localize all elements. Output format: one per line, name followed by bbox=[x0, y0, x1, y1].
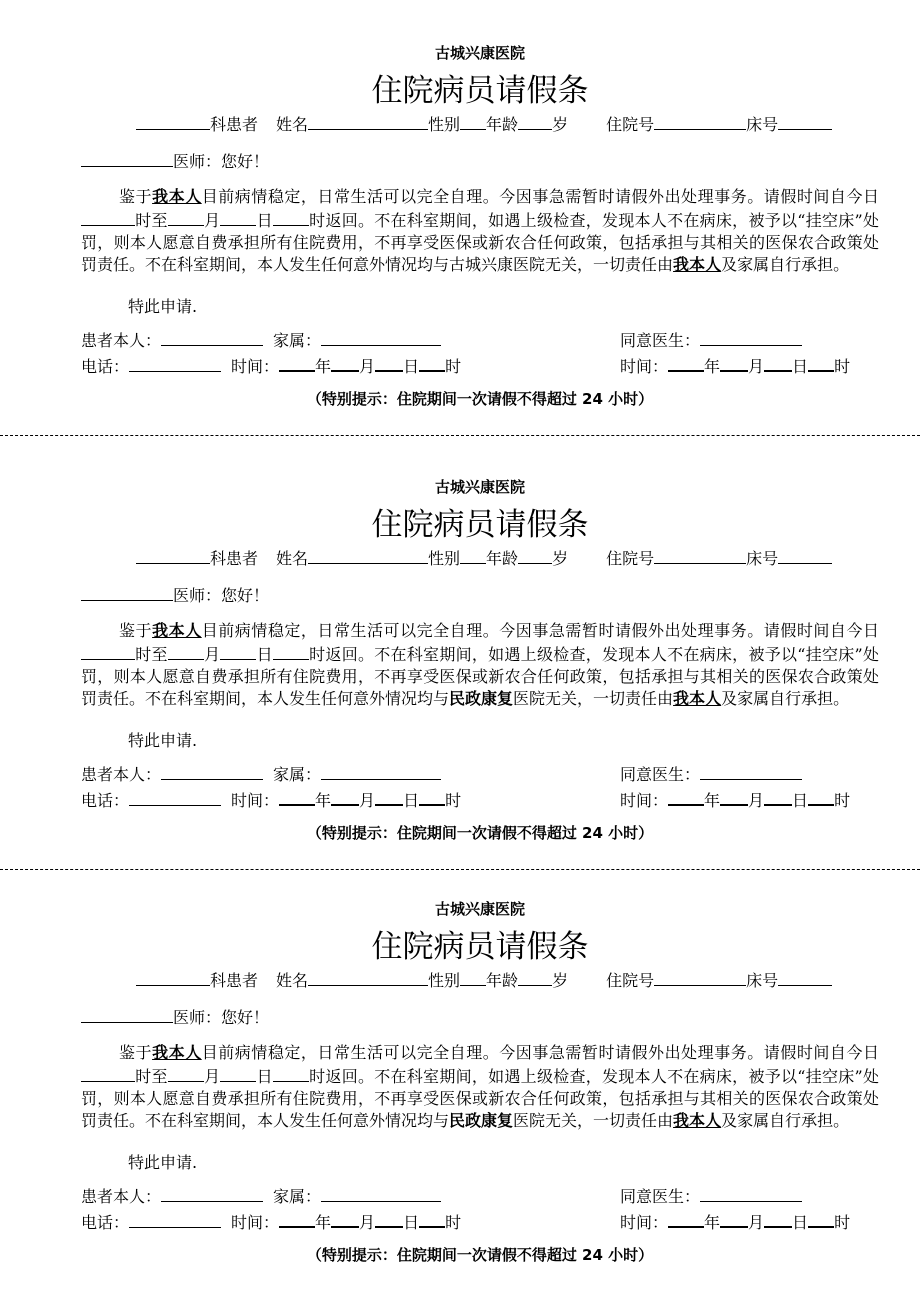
day-blank[interactable] bbox=[220, 642, 256, 660]
hour-blank[interactable] bbox=[419, 1209, 445, 1228]
body-text: 时返回。不在科室期间，如遇上级检查，发现本人不在病床，被予以“挂空床”处罚，则本人愿意自费承担所有住院费用，不再享受医保或新农合任何政策，包括承担与其相关的医保农合政策处罚责任。不在科室期间，本人发生任何意外情况均与 bbox=[81, 644, 879, 708]
hospital-ref: 民政康复 bbox=[449, 688, 514, 708]
age-unit: 岁 bbox=[552, 549, 569, 568]
hour-blank[interactable] bbox=[419, 787, 445, 806]
family-blank[interactable] bbox=[321, 1184, 441, 1202]
month-label: 月 bbox=[359, 1212, 376, 1232]
phone-time-line bbox=[81, 353, 461, 378]
patient-family-signature bbox=[81, 1184, 441, 1208]
body-text: 时至 bbox=[135, 644, 168, 664]
sex-label: 性别 bbox=[428, 971, 461, 990]
month-blank[interactable] bbox=[331, 353, 359, 372]
doctor-sign-blank[interactable] bbox=[700, 328, 802, 346]
hour-blank[interactable] bbox=[808, 1209, 834, 1228]
day-blank[interactable] bbox=[764, 1209, 792, 1228]
admission-label: 住院号 bbox=[606, 549, 655, 568]
phone-label: 电话： bbox=[81, 356, 130, 376]
doctor-signature bbox=[620, 328, 802, 352]
day-blank[interactable] bbox=[764, 787, 792, 806]
bed-label: 床号 bbox=[746, 549, 779, 568]
hour-blank[interactable] bbox=[808, 787, 834, 806]
notice-text: （特别提示：住院期间一次请假不得超过 24 小时） bbox=[306, 824, 654, 842]
doctor-sign-blank[interactable] bbox=[700, 762, 802, 780]
doctor-blank[interactable] bbox=[81, 583, 173, 601]
body-text: 月 bbox=[203, 644, 221, 664]
age-label: 年龄 bbox=[486, 549, 519, 568]
name-label: 姓名 bbox=[276, 115, 309, 134]
doctor-greeting-line bbox=[81, 149, 269, 175]
day-label: 日 bbox=[792, 1212, 809, 1232]
body-text: 目前病情稳定，日常生活可以完全自理。今因事急需暂时请假外出处理事务。请假时间自今日 bbox=[201, 621, 879, 640]
bed-blank[interactable] bbox=[778, 112, 832, 130]
doctor-label: 同意医生： bbox=[620, 330, 701, 350]
age-blank[interactable] bbox=[518, 112, 552, 130]
year-blank[interactable] bbox=[279, 1209, 315, 1228]
cut-line bbox=[0, 435, 920, 436]
year-label: 年 bbox=[315, 356, 332, 376]
patient-info-line bbox=[136, 546, 832, 572]
hour-blank[interactable] bbox=[419, 353, 445, 372]
year-blank[interactable] bbox=[668, 353, 704, 372]
year-label: 年 bbox=[315, 1212, 332, 1232]
day-blank[interactable] bbox=[375, 353, 403, 372]
admission-label: 住院号 bbox=[606, 115, 655, 134]
patient-family-signature bbox=[81, 328, 441, 352]
month-blank[interactable] bbox=[168, 642, 204, 660]
time-label: 时间： bbox=[620, 790, 669, 810]
name-blank[interactable] bbox=[308, 112, 428, 130]
hospital-name: 古城兴康医院 bbox=[434, 900, 525, 918]
hour-label: 时 bbox=[445, 790, 462, 810]
self-emphasis: 我本人 bbox=[152, 1043, 202, 1062]
doctor-signature bbox=[620, 762, 802, 786]
body-text: 及家属自行承担。 bbox=[721, 1110, 850, 1130]
name-label: 姓名 bbox=[276, 549, 309, 568]
year-label: 年 bbox=[315, 790, 332, 810]
self-emphasis: 我本人 bbox=[152, 187, 202, 206]
return-hour-blank[interactable] bbox=[273, 208, 309, 226]
age-label: 年龄 bbox=[486, 971, 519, 990]
family-blank[interactable] bbox=[321, 762, 441, 780]
phone-time-line bbox=[81, 787, 461, 812]
age-label: 年龄 bbox=[486, 115, 519, 134]
month-blank[interactable] bbox=[168, 208, 204, 226]
body-text: 无关，一切责任由 bbox=[545, 254, 674, 274]
doctor-signature bbox=[620, 1184, 802, 1208]
doctor-blank[interactable] bbox=[81, 1005, 173, 1023]
dept-label: 科患者 bbox=[210, 971, 259, 990]
day-label: 日 bbox=[792, 356, 809, 376]
body-text: 时返回。不在科室期间，如遇上级检查，发现本人不在病床，被予以“挂空床”处罚，则本人愿意自费承担所有住院费用，不再享受医保或新农合任何政策，包括承担与其相关的医保农合政策处罚责任。不在科室期间，本人发生任何意外情况均与 bbox=[81, 210, 879, 274]
time-label: 时间： bbox=[620, 1212, 669, 1232]
hour-label: 时 bbox=[445, 356, 462, 376]
family-label: 家属： bbox=[273, 330, 322, 350]
hospital-name: 古城兴康医院 bbox=[434, 478, 525, 496]
hospital-ref: 民政康复 bbox=[449, 1110, 514, 1130]
phone-label: 电话： bbox=[81, 790, 130, 810]
apply-text: 特此申请. bbox=[128, 297, 198, 316]
family-blank[interactable] bbox=[321, 328, 441, 346]
year-label: 年 bbox=[704, 356, 721, 376]
form-title: 住院病员请假条 bbox=[371, 507, 589, 543]
doctor-time-line bbox=[620, 787, 850, 812]
dept-label: 科患者 bbox=[210, 115, 259, 134]
day-blank[interactable] bbox=[764, 353, 792, 372]
age-blank[interactable] bbox=[518, 968, 552, 986]
month-label: 月 bbox=[359, 790, 376, 810]
age-unit: 岁 bbox=[552, 115, 569, 134]
body-text: 目前病情稳定，日常生活可以完全自理。今因事急需暂时请假外出处理事务。请假时间自今日 bbox=[201, 1043, 879, 1062]
body-text: 及家属自行承担。 bbox=[721, 688, 850, 708]
body-text: 日 bbox=[256, 210, 273, 230]
self-emphasis: 我本人 bbox=[673, 1110, 722, 1130]
day-label: 日 bbox=[403, 790, 420, 810]
cut-line bbox=[0, 869, 920, 870]
bed-label: 床号 bbox=[746, 971, 779, 990]
bed-blank[interactable] bbox=[778, 546, 832, 564]
sex-blank[interactable] bbox=[460, 112, 486, 130]
doctor-blank[interactable] bbox=[81, 149, 173, 167]
doctor-label: 同意医生： bbox=[620, 764, 701, 784]
hour-label: 时 bbox=[445, 1212, 462, 1232]
form-title: 住院病员请假条 bbox=[371, 929, 589, 965]
hour-label: 时 bbox=[834, 790, 851, 810]
age-blank[interactable] bbox=[518, 546, 552, 564]
hour-blank[interactable] bbox=[808, 353, 834, 372]
greeting-text: 医师：您好！ bbox=[173, 1008, 270, 1027]
name-label: 姓名 bbox=[276, 971, 309, 990]
body-text: 鉴于 bbox=[119, 187, 153, 206]
month-blank[interactable] bbox=[720, 1209, 748, 1228]
self-emphasis: 我本人 bbox=[152, 621, 202, 640]
time-label: 时间： bbox=[620, 356, 669, 376]
time-label: 时间： bbox=[231, 356, 280, 376]
doctor-greeting-line bbox=[81, 583, 269, 609]
from-hour-blank[interactable] bbox=[81, 642, 135, 660]
body-text: 日 bbox=[256, 1066, 273, 1086]
self-emphasis: 我本人 bbox=[673, 254, 722, 274]
admission-blank[interactable] bbox=[654, 968, 746, 986]
month-blank[interactable] bbox=[720, 353, 748, 372]
notice-text: （特别提示：住院期间一次请假不得超过 24 小时） bbox=[306, 1246, 654, 1264]
sex-label: 性别 bbox=[428, 549, 461, 568]
hour-label: 时 bbox=[834, 1212, 851, 1232]
bed-label: 床号 bbox=[746, 115, 779, 134]
month-label: 月 bbox=[748, 1212, 765, 1232]
dept-label: 科患者 bbox=[210, 549, 259, 568]
hospital-name: 古城兴康医院 bbox=[434, 44, 525, 62]
patient-label: 患者本人： bbox=[81, 330, 162, 350]
phone-blank[interactable] bbox=[129, 788, 221, 806]
form-title: 住院病员请假条 bbox=[371, 73, 589, 109]
admission-blank[interactable] bbox=[654, 546, 746, 564]
name-blank[interactable] bbox=[308, 968, 428, 986]
body-text: 医院无关，一切责任由 bbox=[513, 1110, 674, 1130]
body-text: 月 bbox=[203, 1066, 221, 1086]
day-label: 日 bbox=[792, 790, 809, 810]
body-text: 鉴于 bbox=[119, 1043, 153, 1062]
sex-blank[interactable] bbox=[460, 546, 486, 564]
family-label: 家属： bbox=[273, 764, 322, 784]
phone-time-line bbox=[81, 1209, 461, 1234]
admission-blank[interactable] bbox=[654, 112, 746, 130]
apply-text: 特此申请. bbox=[128, 1153, 198, 1172]
body-text: 月 bbox=[203, 210, 221, 230]
apply-text: 特此申请. bbox=[128, 731, 198, 750]
request-body bbox=[81, 1042, 879, 1132]
year-blank[interactable] bbox=[668, 787, 704, 806]
sex-label: 性别 bbox=[428, 115, 461, 134]
doctor-time-line bbox=[620, 1209, 850, 1234]
month-blank[interactable] bbox=[331, 787, 359, 806]
doctor-time-line bbox=[620, 353, 850, 378]
month-label: 月 bbox=[748, 790, 765, 810]
time-label: 时间： bbox=[231, 790, 280, 810]
patient-info-line bbox=[136, 968, 832, 994]
return-hour-blank[interactable] bbox=[273, 642, 309, 660]
body-text: 时返回。不在科室期间，如遇上级检查，发现本人不在病床，被予以“挂空床”处罚，则本人愿意自费承担所有住院费用，不再享受医保或新农合任何政策，包括承担与其相关的医保农合政策处罚责任。不在科室期间，本人发生任何意外情况均与 bbox=[81, 1066, 879, 1130]
greeting-text: 医师：您好！ bbox=[173, 586, 270, 605]
year-label: 年 bbox=[704, 1212, 721, 1232]
patient-blank[interactable] bbox=[161, 762, 263, 780]
phone-blank[interactable] bbox=[129, 354, 221, 372]
from-hour-blank[interactable] bbox=[81, 208, 135, 226]
body-text: 及家属自行承担。 bbox=[721, 254, 850, 274]
month-label: 月 bbox=[748, 356, 765, 376]
patient-family-signature bbox=[81, 762, 441, 786]
patient-blank[interactable] bbox=[161, 1184, 263, 1202]
patient-info-line bbox=[136, 112, 832, 138]
day-blank[interactable] bbox=[220, 1064, 256, 1082]
month-blank[interactable] bbox=[331, 1209, 359, 1228]
name-blank[interactable] bbox=[308, 546, 428, 564]
day-blank[interactable] bbox=[220, 208, 256, 226]
body-text: 目前病情稳定，日常生活可以完全自理。今因事急需暂时请假外出处理事务。请假时间自今日 bbox=[201, 187, 879, 206]
return-hour-blank[interactable] bbox=[273, 1064, 309, 1082]
patient-label: 患者本人： bbox=[81, 1186, 162, 1206]
request-body bbox=[81, 620, 879, 710]
month-blank[interactable] bbox=[720, 787, 748, 806]
day-blank[interactable] bbox=[375, 787, 403, 806]
bed-blank[interactable] bbox=[778, 968, 832, 986]
body-text: 日 bbox=[256, 644, 273, 664]
age-unit: 岁 bbox=[552, 971, 569, 990]
notice-text: （特别提示：住院期间一次请假不得超过 24 小时） bbox=[306, 390, 654, 408]
body-text: 时至 bbox=[135, 210, 168, 230]
dept-blank[interactable] bbox=[136, 112, 210, 130]
body-text: 医院无关，一切责任由 bbox=[513, 688, 674, 708]
day-blank[interactable] bbox=[375, 1209, 403, 1228]
year-blank[interactable] bbox=[279, 787, 315, 806]
family-label: 家属： bbox=[273, 1186, 322, 1206]
self-emphasis: 我本人 bbox=[673, 688, 722, 708]
day-label: 日 bbox=[403, 1212, 420, 1232]
year-label: 年 bbox=[704, 790, 721, 810]
month-blank[interactable] bbox=[168, 1064, 204, 1082]
greeting-text: 医师：您好！ bbox=[173, 152, 270, 171]
dept-blank[interactable] bbox=[136, 546, 210, 564]
from-hour-blank[interactable] bbox=[81, 1064, 135, 1082]
request-body bbox=[81, 186, 879, 276]
day-label: 日 bbox=[403, 356, 420, 376]
phone-blank[interactable] bbox=[129, 1210, 221, 1228]
hospital-ref: 古城兴康医院 bbox=[449, 254, 546, 274]
time-label: 时间： bbox=[231, 1212, 280, 1232]
phone-label: 电话： bbox=[81, 1212, 130, 1232]
admission-label: 住院号 bbox=[606, 971, 655, 990]
dept-blank[interactable] bbox=[136, 968, 210, 986]
body-text: 时至 bbox=[135, 1066, 168, 1086]
doctor-greeting-line bbox=[81, 1005, 269, 1031]
sex-blank[interactable] bbox=[460, 968, 486, 986]
patient-label: 患者本人： bbox=[81, 764, 162, 784]
month-label: 月 bbox=[359, 356, 376, 376]
patient-blank[interactable] bbox=[161, 328, 263, 346]
year-blank[interactable] bbox=[279, 353, 315, 372]
year-blank[interactable] bbox=[668, 1209, 704, 1228]
doctor-sign-blank[interactable] bbox=[700, 1184, 802, 1202]
hour-label: 时 bbox=[834, 356, 851, 376]
doctor-label: 同意医生： bbox=[620, 1186, 701, 1206]
body-text: 鉴于 bbox=[119, 621, 153, 640]
